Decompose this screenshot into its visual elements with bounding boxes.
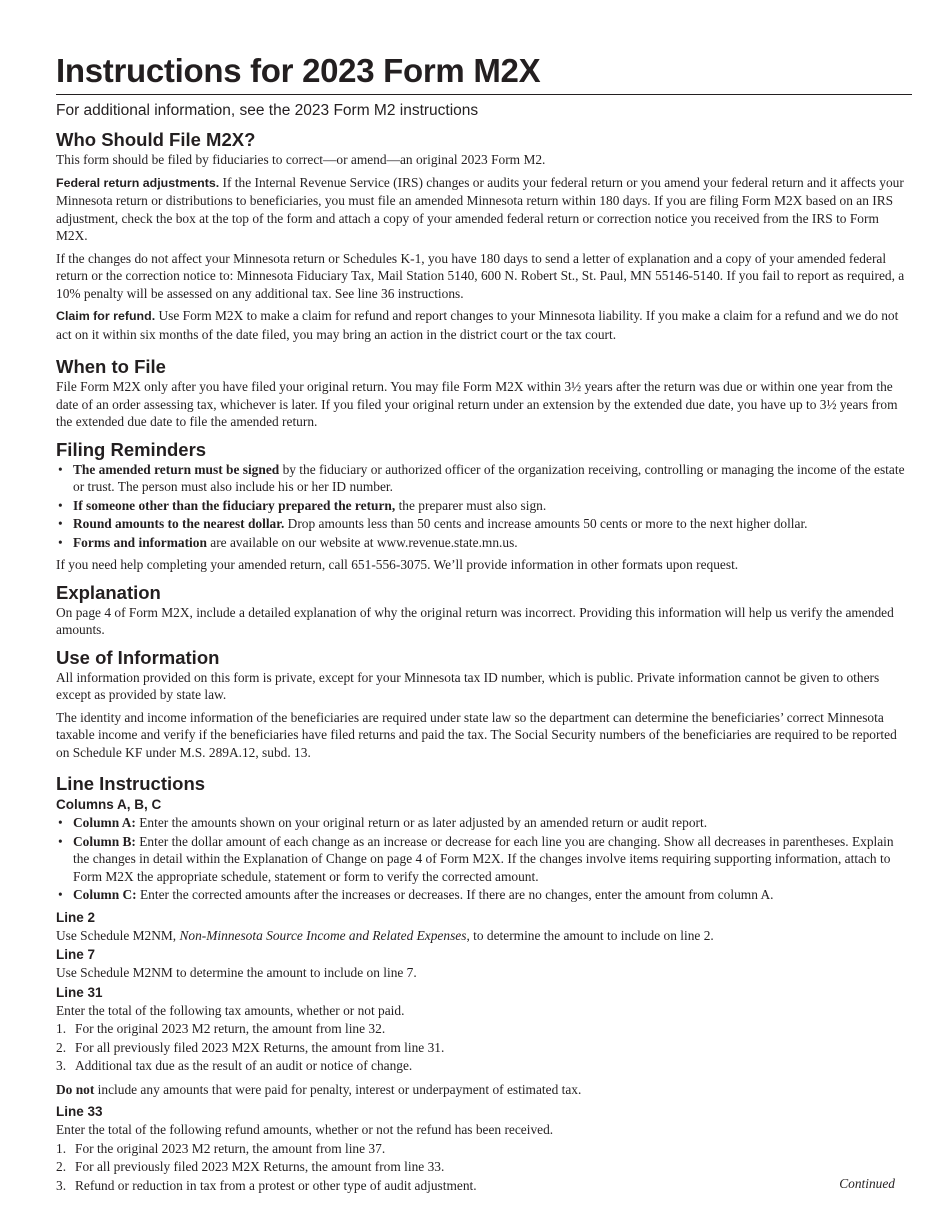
list-item: • Round amounts to the nearest dollar. Drop amounts less than 50 cents and increase amounts 50 cents or more to the next higher dollar. <box>56 515 912 533</box>
section-heading-use-info: Use of Information <box>56 646 220 668</box>
line31-intro: Enter the total of the following tax amounts, whether or not paid. <box>56 1002 405 1018</box>
line31-list <box>56 1020 912 1076</box>
federal-adjustments-lead: Federal return adjustments. <box>56 175 220 190</box>
list-item: • Column A: Enter the amounts shown on your original return or as later adjusted by an amended return or audit report. <box>56 814 912 832</box>
who-intro: This form should be filed by fiduciaries to correct—or amend—an original 2023 Form M2. <box>56 152 546 167</box>
line31-heading: Line 31 <box>56 984 103 1000</box>
federal-adjustments-text: If the Internal Revenue Service (IRS) changes or audits your federal return or you amend your federal return and it affects your Minnesota return or distributions to beneficiaries, you must file an amended Minnesota return within 180 days. If you are filing Form M2X based on an IRS adjustment, check the box at the top of the form and attach a copy of your amended federal return or correction notice you received from the IRS to Form M2X. <box>56 174 904 243</box>
line2-text: Use Schedule M2NM, Non-Minnesota Source Income and Related Expenses, to determine the amount to include on line 2. <box>56 927 714 943</box>
section-heading-when: When to File <box>56 356 166 377</box>
line33-intro: Enter the total of the following refund amounts, whether or not the refund has been received. <box>56 1122 554 1137</box>
list-item: 1. For the original 2023 M2 return, the amount from line 32. <box>56 1021 386 1036</box>
section-heading-explanation: Explanation <box>56 581 161 603</box>
continued-label: Continued <box>839 1176 895 1191</box>
list-item: 3. Additional tax due as the result of an audit or notice of change. <box>56 1058 413 1073</box>
list-item: • Column B: Enter the dollar amount of each change as an increase or decrease for each line you are changing. Show all decreases in parentheses. Explain the changes in detail within the Explanation of Change on page 4 of Form M2X. If the changes involve items requiring supporting information, attach to Form M2X the appropriate schedule, statement or form to verify the corrected amount. <box>56 833 912 886</box>
list-item: • Column C: Enter the corrected amounts after the increases or decreases. If there are no changes, enter the amount from column A. <box>56 886 912 904</box>
section-heading-who: Who Should File M2X? <box>56 129 256 150</box>
list-item: • Forms and information are available on our website at www.revenue.state.mn.us. <box>56 534 912 552</box>
page-title: Instructions for 2023 Form M2X <box>56 50 912 95</box>
page-subtitle: For additional information, see the 2023 Form M2 instructions <box>56 102 479 119</box>
line31-note: Do not include any amounts that were paid for penalty, interest or underpayment of estimated tax. <box>56 1081 582 1097</box>
list-item: 2. For all previously filed 2023 M2X Returns, the amount from line 33. <box>56 1159 445 1174</box>
use-info-p1: All information provided on this form is private, except for your Minnesota tax ID number, which is public. Private information cannot be given to others except as provided by state law. <box>56 669 880 702</box>
list-item: • If someone other than the fiduciary prepared the return, the preparer must also sign. <box>56 497 912 515</box>
line33-list <box>56 1140 912 1196</box>
columns-heading: Columns A, B, C <box>56 797 162 812</box>
section-heading-reminders: Filing Reminders <box>56 438 207 460</box>
list-item: 2. For all previously filed 2023 M2X Returns, the amount from line 31. <box>56 1039 445 1055</box>
claim-refund-paragraph <box>56 307 912 343</box>
columns-list <box>56 814 912 904</box>
reminders-list <box>56 461 912 552</box>
claim-refund-text: Use Form M2X to make a claim for refund and report changes to your Minnesota liability. If you make a claim for a refund and we do not act on it within six months of the date filed, you may bring an action in the district court or the tax court. <box>56 308 899 342</box>
claim-refund-lead: Claim for refund. <box>56 309 156 323</box>
explanation-text: On page 4 of Form M2X, include a detailed explanation of why the original return was incorrect. Providing this information will help us verify the amended amounts. <box>56 604 894 637</box>
section-heading-lines: Line Instructions <box>56 773 206 794</box>
changes-paragraph: If the changes do not affect your Minnesota return or Schedules K-1, you have 180 days to send a letter of explanation and a copy of your amended federal return or the correction notice to: Minnesota Fiduciary Tax, Mail Station 5140, 600 N. Robert St., St. Paul, MN 55146-5140. If you fail to report as required, a 10% penalty will be assessed on any additional tax. See line 36 instructions. <box>56 250 905 301</box>
list-item: 3. Refund or reduction in tax from a protest or other type of audit adjustment. <box>56 1177 477 1193</box>
line33-heading: Line 33 <box>56 1104 103 1119</box>
federal-adjustments-paragraph <box>56 174 912 245</box>
line2-heading: Line 2 <box>56 909 96 925</box>
line7-text: Use Schedule M2NM to determine the amount to include on line 7. <box>56 965 417 980</box>
help-text: If you need help completing your amended return, call 651-556-3075. We’ll provide information in other formats upon request. <box>56 557 739 572</box>
list-item: 1. For the original 2023 M2 return, the amount from line 37. <box>56 1140 386 1156</box>
document-page <box>56 50 912 1200</box>
when-text: File Form M2X only after you have filed your original return. You may file Form M2X within 3½ years after the return was due or within one year from the date of an order assessing tax, whichever is later. If you filed your original return under an extension by the extended due date, you have up to 3½ years from the extended due date to file the amended return. <box>56 379 898 429</box>
line7-heading: Line 7 <box>56 947 96 962</box>
use-info-p2: The identity and income information of the beneficiaries are required under state law so the department can determine the beneficiaries’ correct Minnesota taxable income and verify if the beneficiaries have filed returns and paid the tax. The Social Security numbers of the beneficiaries are required to be reported on Schedule KF under M.S. 289A.12, subd. 13. <box>56 709 897 760</box>
list-item: • The amended return must be signed by the fiduciary or authorized officer of the organization receiving, controlling or managing the income of the estate or trust. The person must also include his or her ID number. <box>56 461 912 496</box>
